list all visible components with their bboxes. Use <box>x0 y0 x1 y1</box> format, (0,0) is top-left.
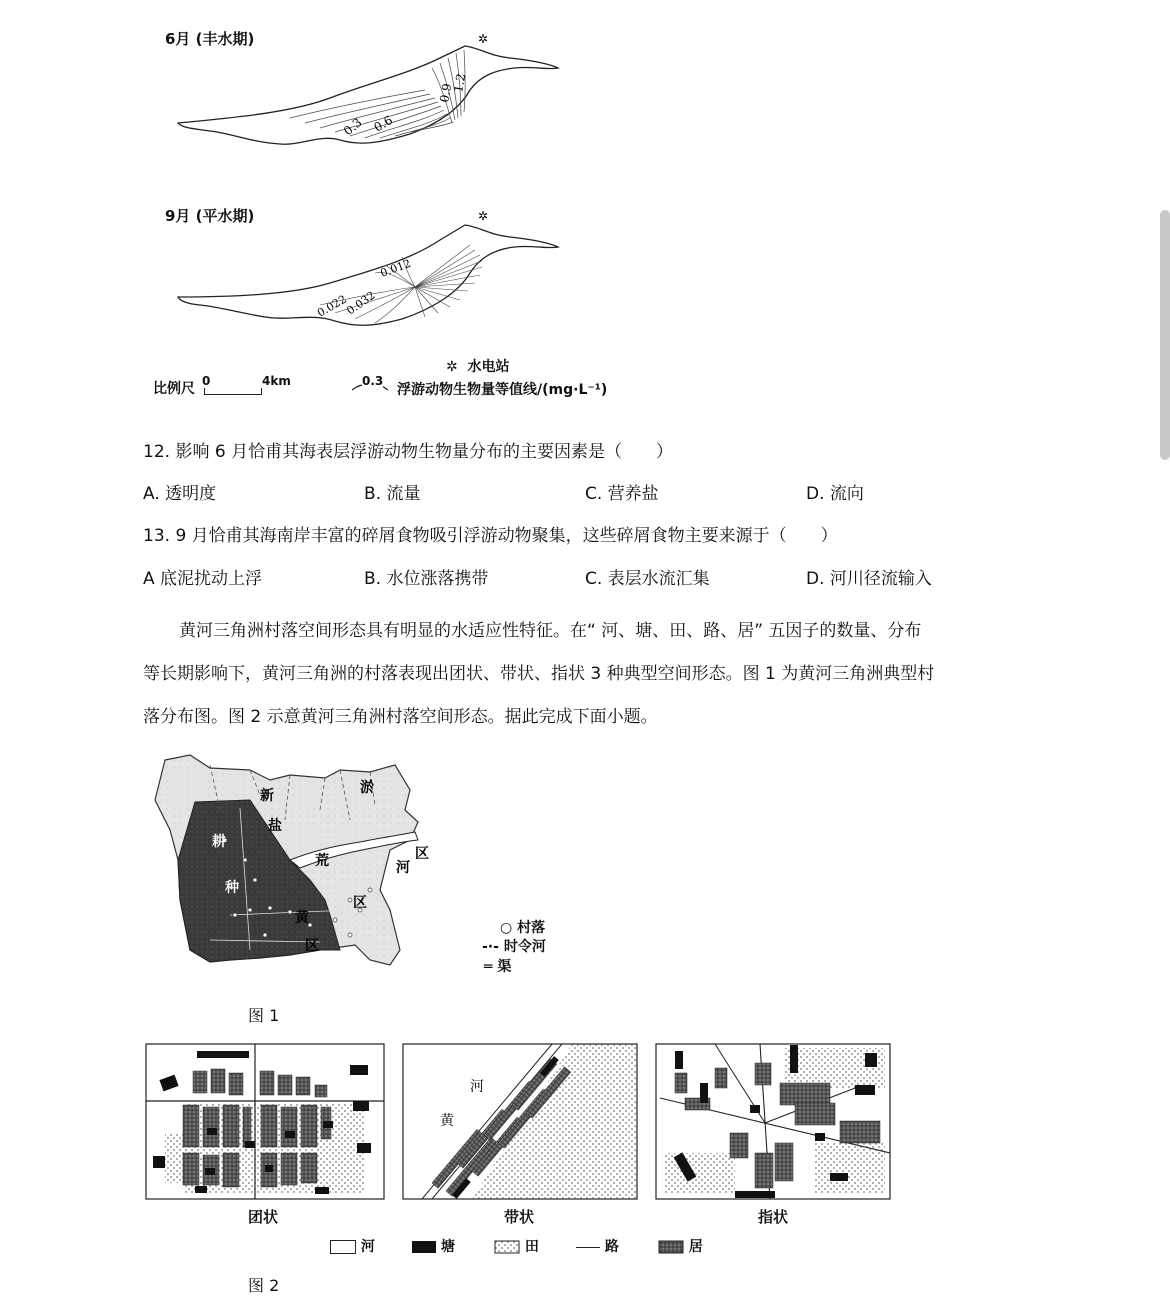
sept-contour-label: 0.022 <box>315 292 349 320</box>
fig1-legend-village: ○ 村落 <box>500 920 546 936</box>
question-12: 12. 影响 6 月恰甫其海表层浮游动物生物量分布的主要因素是（ ） <box>143 442 674 462</box>
hydro-station-icon: ✲ <box>478 209 489 223</box>
legend-scale-zero: 0 <box>202 374 211 388</box>
scale-bar <box>204 388 262 395</box>
vertical-scrollbar[interactable] <box>1160 210 1170 460</box>
legend-station: ✲ 水电站 <box>446 359 510 375</box>
seasonal-river-icon: -·- <box>482 939 499 955</box>
q13-option-a[interactable]: A 底泥扰动上浮 <box>143 569 263 589</box>
river-swatch-icon <box>330 1240 356 1254</box>
hydro-station-icon: ✲ <box>446 359 458 375</box>
delta-map <box>150 750 493 980</box>
river-label: 黄 <box>440 1113 454 1129</box>
map-label: 河 <box>396 860 410 876</box>
canal-icon: ═ <box>484 959 493 975</box>
june-contour-label: 0.6 <box>371 112 396 135</box>
pond-swatch-icon <box>412 1241 436 1253</box>
panel-belt-label: 带状 <box>504 1208 535 1226</box>
map-label: 黄 <box>295 910 309 926</box>
fig1-caption: 图 1 <box>248 1006 280 1025</box>
sept-contour-label: 0.032 <box>344 288 378 318</box>
legend-contour-text: 浮游动物生物量等值线/(mg·L⁻¹) <box>397 382 608 398</box>
q12-option-c[interactable]: C. 营养盐 <box>585 484 659 504</box>
hydro-station-icon: ✲ <box>478 32 489 46</box>
road-swatch-icon <box>576 1247 600 1248</box>
panel-finger-label: 指状 <box>758 1208 789 1226</box>
q12-option-a[interactable]: A. 透明度 <box>143 484 217 504</box>
field-swatch-icon <box>494 1240 520 1254</box>
june-contour-label: 1.2 <box>451 72 469 94</box>
river-label: 河 <box>470 1079 484 1095</box>
june-contour-label: 0.3 <box>340 115 365 139</box>
map-label: 淤 <box>360 780 374 796</box>
legend-contour-value: 0.3 <box>362 374 384 388</box>
map-label: 区 <box>415 846 429 862</box>
q13-option-b[interactable]: B. 水位涨落携带 <box>364 569 489 589</box>
fig1-legend-canal: ═ 渠 <box>484 959 512 975</box>
june-map-label: 6月 (丰水期) <box>165 30 255 48</box>
legend-field: 田 <box>494 1236 539 1256</box>
legend-residence: 居 <box>658 1236 703 1256</box>
map-label: 荒 <box>315 853 329 869</box>
fig2-caption: 图 2 <box>248 1276 280 1295</box>
panel-cluster <box>145 1043 385 1200</box>
passage-line: 落分布图。图 2 示意黄河三角洲村落空间形态。据此完成下面小题。 <box>143 707 658 727</box>
map-label: 区 <box>305 938 319 954</box>
panel-cluster-label: 团状 <box>248 1208 279 1226</box>
sept-lake-map <box>170 205 570 335</box>
legend-scale-km: 4km <box>262 374 291 388</box>
panel-belt <box>402 1043 638 1200</box>
q13-option-c[interactable]: C. 表层水流汇集 <box>585 569 710 589</box>
map-label: 盐 <box>268 818 282 834</box>
june-lake-map <box>170 28 570 158</box>
fig1-legend-seasonal-river: -·- 时令河 <box>482 939 546 955</box>
map-label: 耕 <box>212 834 226 850</box>
map-label: 新 <box>260 788 274 804</box>
sept-contour-label: 0.012 <box>378 256 413 280</box>
legend-pond: 塘 <box>412 1236 455 1256</box>
q13-option-d[interactable]: D. 河川径流输入 <box>806 569 932 589</box>
legend-scale: 比例尺 <box>153 381 195 397</box>
panel-finger <box>655 1043 891 1200</box>
question-13: 13. 9 月恰甫其海南岸丰富的碎屑食物吸引浮游动物聚集，这些碎屑食物主要来源于（ ） <box>143 526 838 546</box>
passage-line: 等长期影响下，黄河三角洲的村落表现出团状、带状、指状 3 种典型空间形态。图 1 为黄河三角洲典型村 <box>143 664 935 684</box>
residence-swatch-icon <box>658 1240 684 1254</box>
sept-map-label: 9月 (平水期) <box>165 207 255 225</box>
june-contour-label: 0.9 <box>437 82 455 104</box>
map-label: 种 <box>225 880 239 896</box>
legend-river: 河 <box>330 1236 375 1256</box>
legend-road: 路 <box>576 1236 619 1256</box>
village-dot-icon: ○ <box>500 920 513 936</box>
q12-option-b[interactable]: B. 流量 <box>364 484 421 504</box>
passage-line: 黄河三角洲村落空间形态具有明显的水适应性特征。在“ 河、塘、田、路、居” 五因子的数量、分布 <box>179 621 922 641</box>
map-label: 区 <box>353 895 367 911</box>
passage <box>143 610 1033 739</box>
q12-option-d[interactable]: D. 流向 <box>806 484 864 504</box>
